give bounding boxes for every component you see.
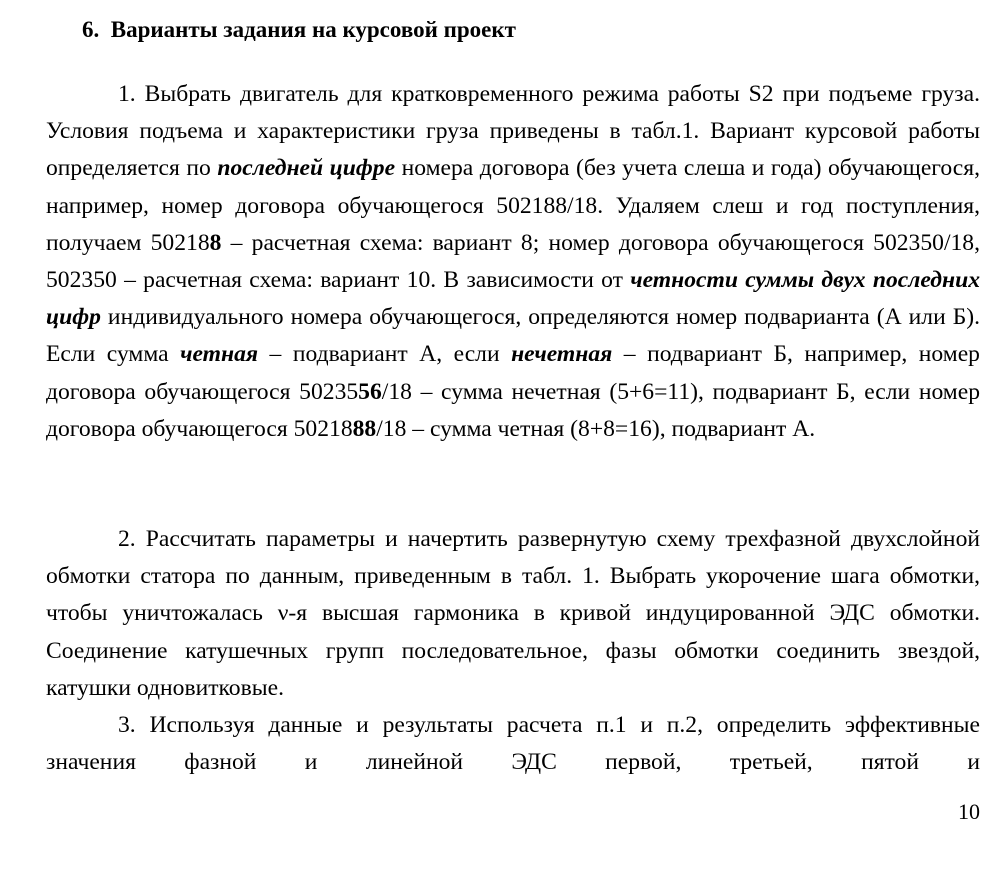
task-item-1-text-c: – расчетная схема: вариант 8; номер договора обучающегося 502350/18, 502350 – расчетная схема: вариант 10. В зависимости от	[46, 229, 980, 294]
task-item-1-number: 1.	[118, 81, 136, 107]
task-item-2	[46, 521, 980, 707]
highlight-digit-8: 8	[209, 229, 222, 256]
task-item-1-text-h: /18 – сумма четная (8+8=16), подвариант А.	[376, 415, 816, 442]
task-item-1-text-d: индивидуального номера обучающегося, определяются номер подварианта (А или Б). Если сумма	[46, 304, 980, 368]
section-title: Варианты задания на курсовой проект	[110, 17, 516, 42]
highlight-digits-56: 56	[358, 378, 382, 405]
emphasis-last-digit: последней цифре	[217, 155, 396, 182]
task-item-3	[46, 707, 980, 781]
task-item-2-number: 2.	[118, 526, 136, 552]
task-item-3-text: Используя данные и результаты расчета п.1 и п.2, определить эффективные значения фазной и линейной ЭДС первой, третьей, пятой и	[46, 712, 980, 776]
task-item-1-paragraph	[46, 76, 980, 448]
task-item-1-text-g: /18 – сумма нечетная (5+6=11), подвариант Б, если номер договора обучающегося 50218	[46, 378, 980, 442]
task-item-2-paragraph	[46, 521, 980, 707]
task-item-3-number: 3.	[118, 712, 136, 738]
section-heading	[82, 14, 516, 46]
task-item-2-text: Рассчитать параметры и начертить развернутую схему трехфазной двухслойной обмотки статора по данным, приведенным в табл. 1. Выбрать укорочение шага обмотки, чтобы уничтожалась ν-я высшая гармоника в кривой индуцированной ЭДС обмотки. Соединение катушечных групп последовательное, фазы обмотки соединить звездой, катушки одновитковые.	[46, 526, 980, 701]
highlight-digits-88: 88	[352, 415, 377, 442]
page-number: 10	[958, 799, 980, 824]
task-item-1-text-b: номера договора (без учета слеша и года) обучающегося, например, номер договора обучающегося 502188/18. Удаляем слеш и год поступления, получаем 50218	[46, 155, 980, 256]
task-item-1-text-f: – подвариант Б, например, номер договора обучающегося 50235	[46, 341, 980, 405]
task-item-3-paragraph	[46, 707, 980, 781]
section-number: 6.	[82, 17, 100, 42]
task-item-1-text-a: Выбрать двигатель для кратковременного режима работы S2 при подъеме груза. Условия подъема и характеристики груза приведены в табл.1. Вариант курсовой работы определяется по	[46, 81, 980, 182]
task-item-1	[46, 76, 980, 448]
task-item-1-text-e: – подвариант А, если	[258, 341, 512, 368]
emphasis-sum-parity: четности суммы двух последних цифр	[46, 267, 980, 331]
emphasis-odd: нечетная	[511, 341, 613, 368]
emphasis-even: четная	[180, 341, 259, 368]
